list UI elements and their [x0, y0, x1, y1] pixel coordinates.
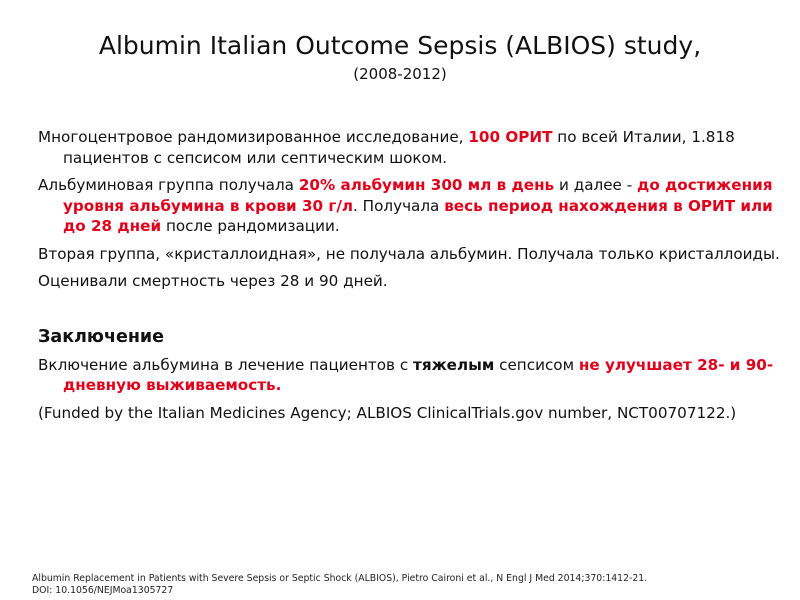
- text-run: Включение альбумина в лечение пациентов с: [38, 355, 414, 374]
- slide-subtitle: (2008-2012): [353, 65, 447, 83]
- highlight-text: 20% альбумин 300 мл в день: [298, 176, 555, 194]
- highlight-text: не улучшает 28- и 90- дневную выживаемость.: [63, 355, 774, 394]
- citation-line: Albumin Replacement in Patients with Severe Sepsis or Septic Shock (ALBIOS), Pietro Caironi et al., N Engl J Med 2014;370:1412-21.: [32, 573, 648, 584]
- text-run: сепсисом: [494, 355, 579, 374]
- conclusion-heading: Заключение: [38, 326, 165, 347]
- slide-body: [38, 127, 780, 430]
- text-run: и далее -: [554, 176, 638, 194]
- spacer: [38, 299, 780, 325]
- highlight-text: до достижения уровня альбумина в крови 30 г/л: [63, 176, 773, 215]
- bold-text: тяжелым: [413, 355, 495, 374]
- conclusion-paragraph: [38, 355, 780, 396]
- albumin-group-paragraph: [38, 175, 780, 237]
- citation-footer: [32, 573, 792, 596]
- crystalloid-group-paragraph: Вторая группа, «кристаллоидная», не получала альбумин. Получала только кристаллоиды.: [38, 244, 780, 263]
- text-run: по всей Италии, 1.818 пациентов с сепсисом или септическим шоком.: [63, 128, 735, 167]
- text-run: Многоцентровое рандомизированное исследование,: [38, 128, 469, 146]
- study-design-paragraph: [38, 127, 780, 168]
- highlight-text: 100 ОРИТ: [468, 128, 553, 146]
- doi-line: DOI: 10.1056/NEJMoa1305727: [32, 584, 174, 596]
- mortality-paragraph: Оценивали смертность через 28 и 90 дней.: [38, 272, 388, 290]
- text-run: Альбуминовая группа получала: [38, 176, 299, 194]
- text-run: после рандомизации.: [161, 217, 340, 235]
- highlight-text: весь период нахождения в ОРИТ или до 28 дней: [63, 196, 773, 235]
- funding-paragraph: (Funded by the Italian Medicines Agency; ALBIOS ClinicalTrials.gov number, NCT00707122.): [38, 403, 737, 422]
- text-run: . Получала: [353, 196, 445, 215]
- slide-title: Albumin Italian Outcome Sepsis (ALBIOS) study,: [98, 31, 702, 60]
